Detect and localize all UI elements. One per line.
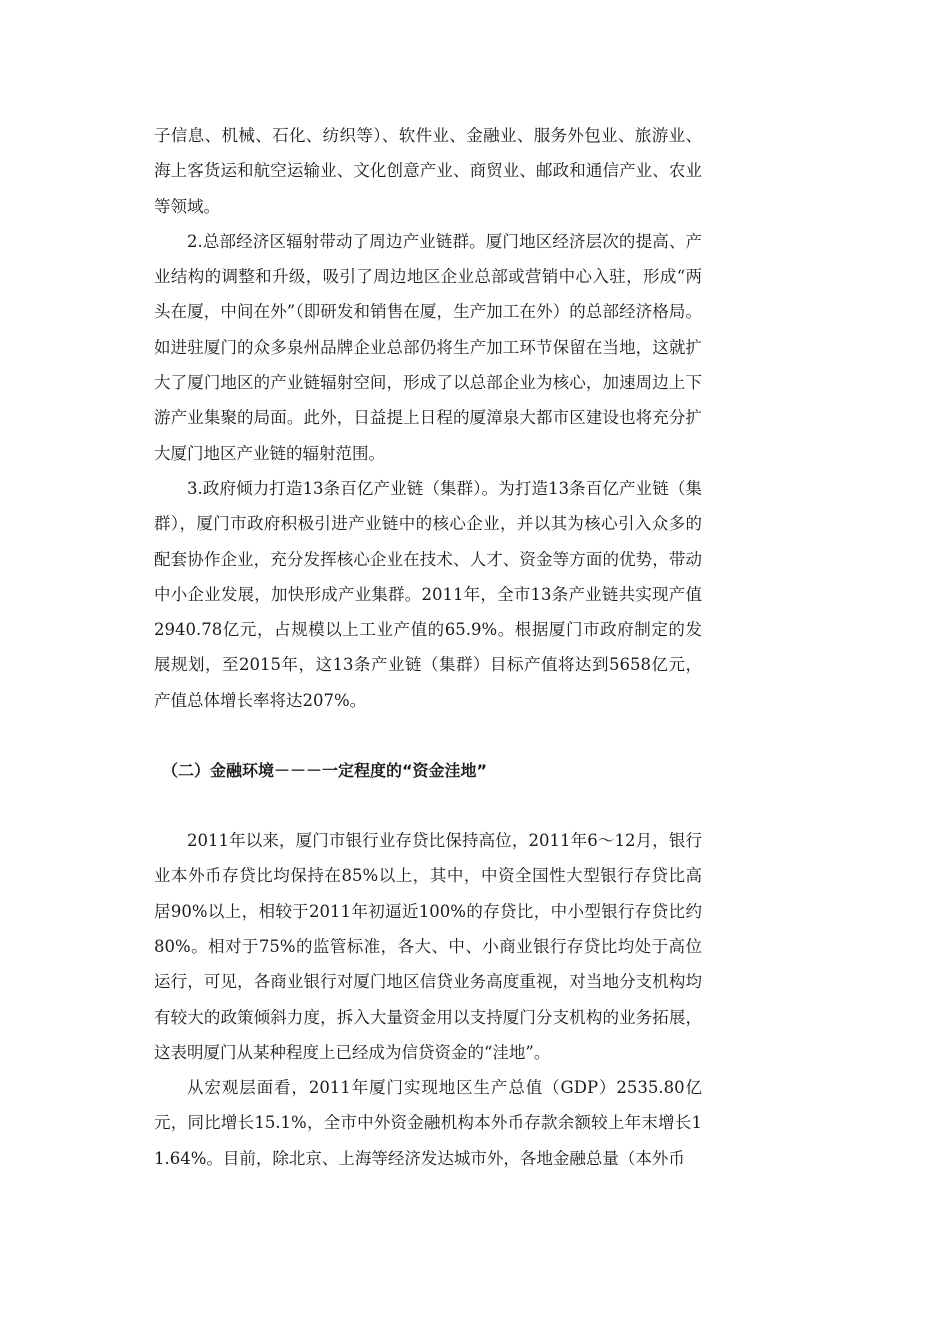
document-body [154,118,702,1176]
spacer [154,718,702,753]
paragraph-loan-deposit-ratio: 2011年以来，厦门市银行业存贷比保持高位，2011年6～12月，银行业本外币存贷比均保持在85%以上，其中，中资全国性大型银行存贷比高居90%以上，相较于2011年初逼近100%的存贷比，中小型银行存贷比约80%。相对于75%的监管标准，各大、中、小商业银行存贷比均处于高位运行，可见，各商业银行对厦门地区信贷业务高度重视，对当地分支机构均有较大的政策倾斜力度，拆入大量资金用以支持厦门分支机构的业务拓展，这表明厦门从某种程度上已经成为信贷资金的“洼地”。 [154,831,702,1062]
paragraph-headquarters-economy: 2.总部经济区辐射带动了周边产业链群。厦门地区经济层次的提高、产业结构的调整和升级，吸引了周边地区企业总部或营销中心入驻，形成“两头在厦，中间在外”（即研发和销售在厦，生产加工在外）的总部经济格局。如进驻厦门的众多泉州品牌企业总部仍将生产加工环节保留在当地，这就扩大了厦门地区的产业链辐射空间，形成了以总部企业为核心，加速周边上下游产业集聚的局面。此外，日益提上日程的厦漳泉大都市区建设也将充分扩大厦门地区产业链的辐射范围。 [154,231,702,463]
paragraph-macro-level: 从宏观层面看，2011年厦门实现地区生产总值（GDP）2535.80亿元，同比增长15.1%，全市中外资金融机构本外币存款余额较上年末增长11.64%。目前，除北京、上海等经济发达城市外，各地金融总量（本外币 [154,1078,702,1168]
paragraph-industry-list: 子信息、机械、石化、纺织等）、软件业、金融业、服务外包业、旅游业、海上客货运和航空运输业、文化创意产业、商贸业、邮政和通信产业、农业等领域。 [154,126,702,216]
spacer [154,788,702,823]
paragraph-industry-chains: 3.政府倾力打造13条百亿产业链（集群）。为打造13条百亿产业链（集群），厦门市政府积极引进产业链中的核心企业，并以其为核心引入众多的配套协作企业，充分发挥核心企业在技术、人才、资金等方面的优势，带动中小企业发展，加快形成产业集群。2011年，全市13条产业链共实现产值2940.78亿元，占规模以上工业产值的65.9%。根据厦门市政府制定的发展规划，至2015年，这13条产业链（集群）目标产值将达到5658亿元，产值总体增长率将达207%。 [154,478,702,710]
section-heading: （二）金融环境－－－一定程度的“资金洼地” [162,761,488,781]
